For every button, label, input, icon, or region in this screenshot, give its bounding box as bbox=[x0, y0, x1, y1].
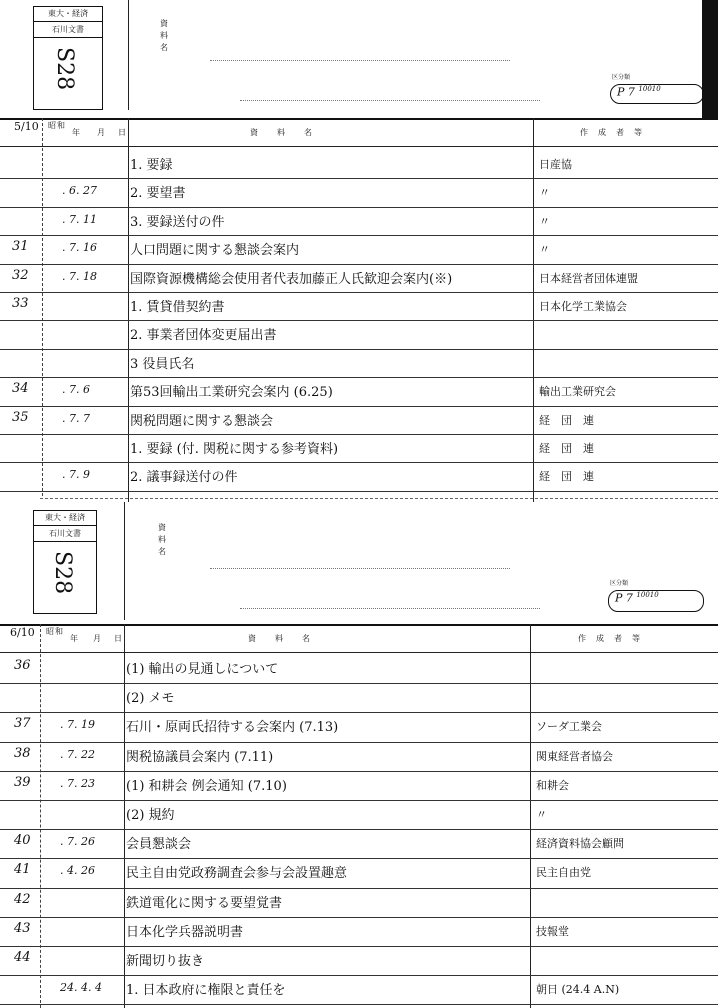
class-code: P 7 bbox=[617, 85, 639, 99]
row-title: 2. 要望書 bbox=[130, 186, 186, 202]
row-title: 民主自由党政務調査会参与会設置趣意 bbox=[126, 866, 348, 882]
row-author: 〃 bbox=[539, 186, 550, 200]
row-date: . 7. 9 bbox=[62, 468, 90, 482]
row-title: 1. 賃貸借契約書 bbox=[130, 300, 225, 315]
year-label: 年 bbox=[72, 128, 81, 137]
row-seq: 33 bbox=[12, 296, 29, 311]
stamp-line-1: 東大・経済 bbox=[34, 7, 102, 22]
row-author: 和耕会 bbox=[536, 778, 569, 792]
row-title: 2. 議事録送付の件 bbox=[130, 470, 238, 486]
day-label-2: 日 bbox=[114, 634, 123, 643]
row-date: . 4. 26 bbox=[60, 864, 95, 878]
row-author: 朝日 (24.4 A.N) bbox=[536, 983, 620, 997]
row-seq: 35 bbox=[12, 409, 29, 425]
row-author: 〃 bbox=[539, 214, 550, 228]
date-mark-2: 6/10 bbox=[10, 626, 35, 639]
stamp-line-1: 東大・経済 bbox=[34, 511, 96, 526]
archive-stamp bbox=[33, 6, 103, 110]
row-seq: 36 bbox=[14, 658, 31, 673]
row-seq: 37 bbox=[14, 716, 31, 732]
row-author: 日産協 bbox=[539, 158, 572, 171]
row-seq: 31 bbox=[12, 239, 29, 255]
row-date: . 7. 26 bbox=[60, 835, 95, 849]
row-title: 1. 要録 bbox=[130, 158, 173, 173]
row-seq: 34 bbox=[12, 381, 29, 397]
row-author: 経済資料協会顧問 bbox=[536, 837, 624, 851]
row-title: 会員懇談会 bbox=[126, 837, 192, 853]
row-title: 国際資源機構総会使用者代表加藤正人氏歓迎会案内(※) bbox=[130, 271, 453, 287]
row-title: 鉄道電化に関する要望覚書 bbox=[126, 895, 283, 911]
row-seq: 32 bbox=[12, 267, 29, 283]
stamp-code: S28 bbox=[50, 551, 75, 595]
class-label: 区分類 bbox=[612, 74, 631, 81]
row-date: . 7. 7 bbox=[62, 411, 90, 425]
row-author: 技報堂 bbox=[536, 924, 569, 938]
row-seq: 38 bbox=[14, 745, 31, 761]
year-label-2: 年 bbox=[70, 634, 79, 643]
class-code-box-2 bbox=[608, 590, 704, 612]
row-author: 輸出工業研究会 bbox=[539, 385, 616, 399]
stamp-code: S28 bbox=[52, 47, 77, 91]
row-title: (1) 輸出の見通しについて bbox=[126, 662, 279, 677]
row-date: . 7. 18 bbox=[62, 269, 97, 283]
row-title: (2) 規約 bbox=[126, 808, 175, 823]
row-seq: 44 bbox=[14, 950, 31, 965]
row-title: 1. 要録 (付. 関税に関する参考資料) bbox=[130, 442, 339, 457]
row-title: (1) 和耕会 例会通知 (7.10) bbox=[126, 778, 287, 794]
edge-marker bbox=[702, 0, 718, 120]
row-title: 3 役員氏名 bbox=[130, 356, 195, 372]
row-title: (2) メモ bbox=[126, 691, 175, 707]
row-author: 経 団 連 bbox=[539, 470, 594, 484]
row-date: . 7. 23 bbox=[60, 776, 95, 790]
month-label: 月 bbox=[97, 128, 106, 137]
row-title: 関税問題に関する懇談会 bbox=[130, 413, 274, 429]
class-code: P 7 bbox=[615, 591, 637, 605]
stamp-line-2: 石川文書 bbox=[34, 527, 96, 542]
row-author: 日本経営者団体連盟 bbox=[539, 271, 638, 285]
field-label-2: 資 料 名 bbox=[158, 523, 166, 556]
class-label-2: 区分類 bbox=[610, 580, 629, 587]
row-author: 関東経営者協会 bbox=[536, 749, 613, 763]
row-title: 3. 要録送付の件 bbox=[130, 214, 225, 230]
row-author: 経 団 連 bbox=[539, 442, 594, 455]
era-label: 昭和 bbox=[48, 121, 66, 130]
row-title: 人口問題に関する懇談会案内 bbox=[130, 243, 300, 259]
row-title: 第53回輸出工業研究会案内 (6.25) bbox=[130, 385, 333, 401]
row-author: ソーダ工業会 bbox=[536, 720, 602, 734]
row-date: . 7. 6 bbox=[62, 383, 90, 397]
class-num: 10010 bbox=[636, 591, 659, 599]
row-author: 日本化学工業協会 bbox=[539, 300, 627, 313]
row-seq: 40 bbox=[14, 833, 31, 849]
row-seq: 41 bbox=[14, 862, 31, 878]
row-date: . 7. 22 bbox=[60, 747, 95, 761]
date-mark: 5/10 bbox=[14, 120, 39, 133]
col-doc-header-2: 資 料 名 bbox=[248, 634, 311, 643]
row-author: 〃 bbox=[536, 808, 547, 821]
row-author: 経 団 連 bbox=[539, 413, 594, 427]
row-seq: 42 bbox=[14, 891, 31, 907]
class-code-box bbox=[610, 84, 704, 104]
row-date: 24. 4. 4 bbox=[60, 981, 102, 995]
col-doc-header: 資 料 名 bbox=[250, 128, 313, 137]
col-author-header-2: 作 成 者 等 bbox=[578, 634, 641, 643]
day-label: 日 bbox=[118, 128, 127, 137]
class-num: 10010 bbox=[638, 85, 661, 93]
row-title: 新聞切り抜き bbox=[126, 954, 205, 969]
field-label: 資 料 名 bbox=[160, 19, 168, 52]
row-author: 民主自由党 bbox=[536, 866, 591, 880]
row-title: 2. 事業者団体変更届出書 bbox=[130, 328, 277, 344]
row-title: 関税協議員会案内 (7.11) bbox=[126, 749, 274, 765]
row-date: . 6. 27 bbox=[62, 184, 97, 198]
row-title: 石川・原両氏招待する会案内 (7.13) bbox=[126, 720, 339, 736]
row-author: 〃 bbox=[539, 243, 550, 257]
era-label-2: 昭和 bbox=[46, 627, 64, 636]
row-seq: 43 bbox=[14, 920, 31, 936]
row-date: . 7. 19 bbox=[60, 718, 95, 732]
archive-stamp-2 bbox=[33, 510, 97, 614]
row-date: . 7. 16 bbox=[62, 241, 97, 255]
row-title: 日本化学兵器説明書 bbox=[126, 924, 244, 940]
row-seq: 39 bbox=[14, 774, 31, 790]
stamp-line-2: 石川文書 bbox=[34, 23, 102, 38]
col-author-header: 作 成 者 等 bbox=[580, 128, 643, 137]
row-date: . 7. 11 bbox=[62, 212, 97, 226]
month-label-2: 月 bbox=[93, 634, 102, 643]
row-title: 1. 日本政府に権限と責任を bbox=[126, 983, 286, 999]
